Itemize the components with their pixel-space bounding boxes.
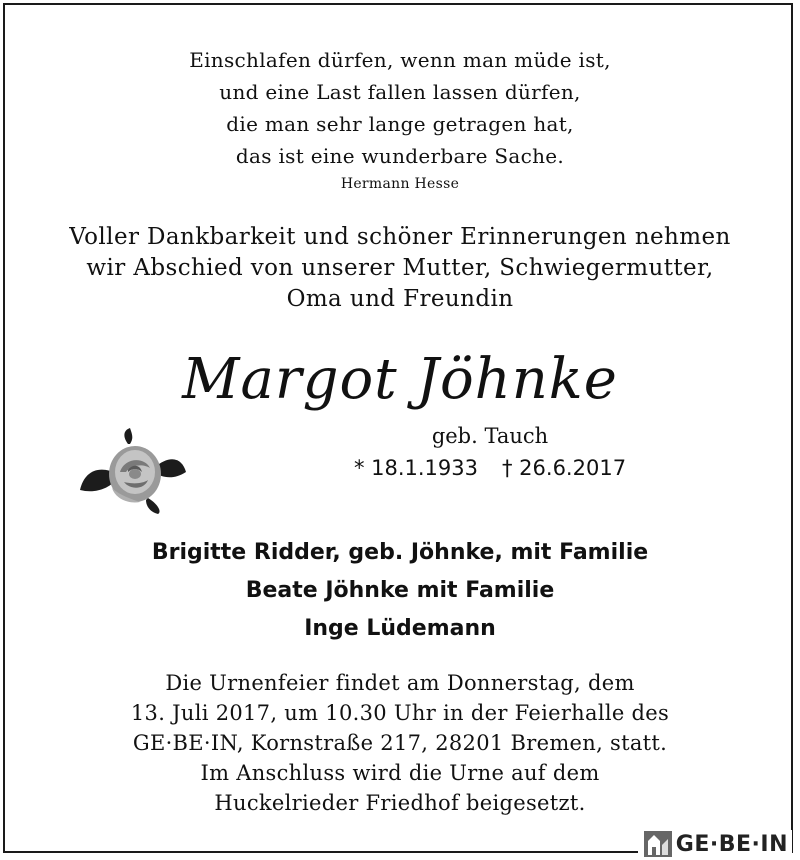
service-line: GE·BE·IN, Kornstraße 217, 28201 Bremen, statt.: [132, 731, 668, 755]
poem-line: Einschlafen dürfen, wenn man müde ist,: [189, 48, 611, 72]
service-details: [0, 668, 800, 818]
service-line: Die Urnenfeier findet am Donnerstag, dem: [165, 671, 635, 695]
gebein-logo: [638, 830, 792, 858]
poem-author: Hermann Hesse: [340, 176, 460, 192]
birth-date: * 18.1.1933: [353, 456, 478, 480]
logo-text: GE·BE·IN: [675, 831, 788, 857]
service-line: 13. Juli 2017, um 10.30 Uhr in der Feierhalle des: [130, 701, 670, 725]
service-line: Im Anschluss wird die Urne auf dem: [200, 761, 600, 785]
mourners-list: [0, 534, 800, 648]
poem: [0, 44, 800, 196]
service-line: Huckelrieder Friedhof beigesetzt.: [214, 791, 586, 815]
death-date: † 26.6.2017: [502, 456, 627, 480]
poem-line: die man sehr lange getragen hat,: [226, 112, 574, 136]
mourner: Inge Lüdemann: [304, 616, 496, 641]
poem-line: und eine Last fallen lassen dürfen,: [219, 80, 581, 104]
life-dates: [0, 452, 800, 484]
mourner: Beate Jöhnke mit Familie: [245, 578, 555, 603]
intro-line: Voller Dankbarkeit und schöner Erinnerungen nehmen: [69, 224, 731, 250]
poem-line: das ist eine wunderbare Sache.: [235, 144, 565, 168]
mourner: Brigitte Ridder, geb. Jöhnke, mit Familie: [151, 540, 649, 565]
intro-line: wir Abschied von unserer Mutter, Schwiegermutter,: [86, 255, 714, 281]
intro-line: Oma und Freundin: [286, 286, 514, 312]
intro-text: [0, 222, 800, 315]
deceased-name: Margot Jöhnke: [182, 347, 618, 412]
gebein-logo-icon: [644, 831, 672, 857]
maiden-name: geb. Tauch: [431, 424, 549, 448]
